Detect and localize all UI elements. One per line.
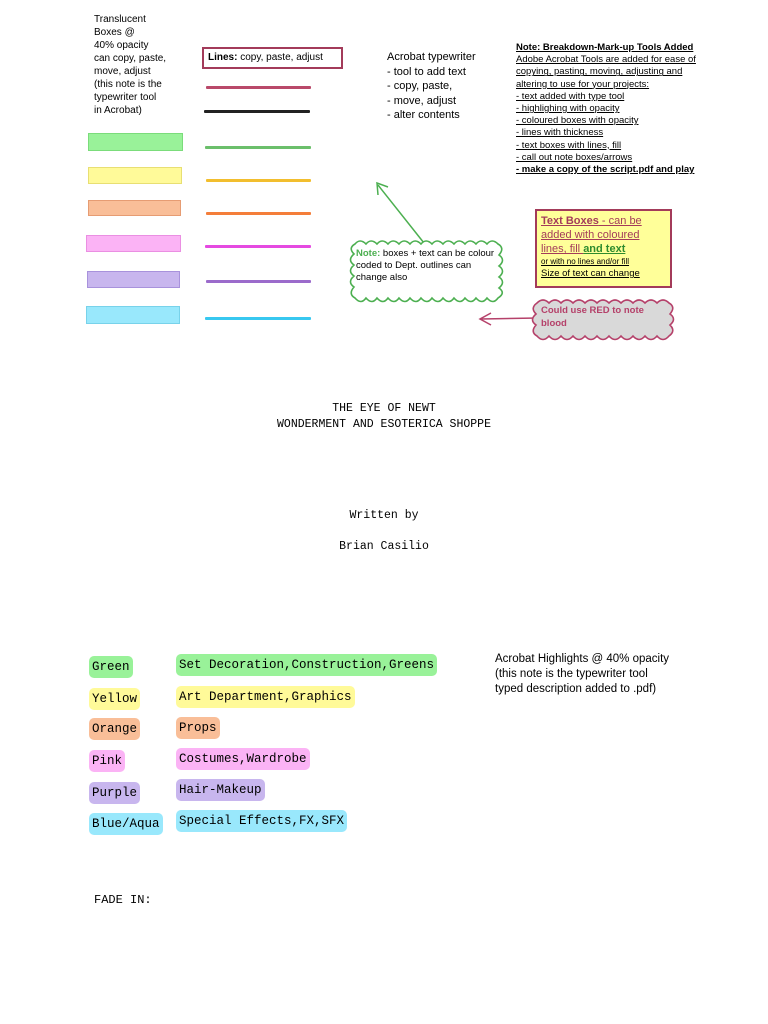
note-line: Translucent <box>94 14 146 25</box>
script-title-line2: WONDERMENT AND ESOTERICA SHOPPE <box>277 417 491 431</box>
note-line: can copy, paste, <box>94 53 167 64</box>
note-line: (this note is the typewriter tool <box>495 668 648 680</box>
breakdown-line: - lines with thickness <box>516 127 604 139</box>
fade-in: FADE IN: <box>94 893 152 907</box>
breakdown-line: - coloured boxes with opacity <box>516 115 639 127</box>
cloud-note-text: boxes + text can be colour coded to Dept. outlines can change also <box>356 248 495 283</box>
note-line: - copy, paste, <box>387 80 453 92</box>
breakdown-line: - text boxes with lines, fill <box>516 139 622 151</box>
note-line: 40% opacity <box>94 40 149 51</box>
text-boxes-title: Text Boxes <box>541 215 599 227</box>
text-boxes-small-line: or with no lines and/or fill <box>541 257 630 266</box>
text-boxes-desc: - can be added with coloured lines, fill <box>541 215 642 255</box>
highlights-note[interactable] <box>495 652 715 697</box>
breakdown-line: Adobe Acrobat Tools are added for ease of <box>516 54 696 66</box>
note-line: Boxes @ <box>94 27 135 38</box>
note-line: Acrobat typewriter <box>387 51 476 63</box>
breakdown-line: - call out note boxes/arrows <box>516 151 633 163</box>
legend-dept-green: Set Decoration,Construction,Greens <box>176 654 437 676</box>
legend-color-green: Green <box>89 656 133 678</box>
legend-dept-blue: Special Effects,FX,SFX <box>176 810 347 832</box>
text-boxes-and-text: and text <box>583 243 626 255</box>
legend-dept-pink: Costumes,Wardrobe <box>176 748 310 770</box>
note-line: in Acrobat) <box>94 105 142 116</box>
written-by: Written by <box>349 509 419 522</box>
red-note[interactable]: Could use RED to note blood <box>541 305 644 329</box>
legend-color-purple: Purple <box>89 782 140 804</box>
note-line: - alter contents <box>387 109 460 121</box>
breakdown-line: - text added with type tool <box>516 90 625 102</box>
breakdown-line: copying, pasting, moving, adjusting and <box>516 66 683 78</box>
script-title <box>0 401 768 432</box>
legend-dept-yellow: Art Department,Graphics <box>176 686 355 708</box>
lines-box-text: copy, paste, adjust <box>237 52 323 63</box>
script-title-line1: THE EYE OF NEWT <box>332 402 436 415</box>
legend-dept-orange: Props <box>176 717 220 739</box>
cloud-note-label: Note: <box>356 248 381 259</box>
note-line: typewriter tool <box>94 92 157 103</box>
legend-color-pink: Pink <box>89 750 125 772</box>
author: Brian Casilio <box>339 540 429 553</box>
breakdown-title: Note: Breakdown-Mark-up Tools Added <box>516 42 694 53</box>
note-line: - tool to add text <box>387 65 466 78</box>
text-boxes-size-line: Size of text can change <box>541 268 640 279</box>
lines-box-label: Lines: <box>208 52 238 63</box>
breakdown-line: altering to use for your projects: <box>516 78 650 90</box>
legend-dept-purple: Hair-Makeup <box>176 779 265 801</box>
breakdown-last-line: - make a copy of the script.pdf and play <box>516 164 695 176</box>
red-arrow-line <box>481 318 538 319</box>
cloud-note[interactable] <box>356 248 496 284</box>
legend-color-blue: Blue/Aqua <box>89 813 163 835</box>
legend-color-yellow: Yellow <box>89 688 140 710</box>
note-line: typed description added to .pdf) <box>495 683 657 695</box>
note-line: - move, adjust <box>387 94 457 107</box>
breakdown-line: - highlighing with opacity <box>516 103 620 115</box>
note-line: move, adjust <box>94 66 151 77</box>
note-line: (this note is the <box>94 79 162 90</box>
green-arrow-line <box>378 185 424 243</box>
note-line: Acrobat Highlights @ 40% opacity <box>495 653 670 665</box>
legend-color-orange: Orange <box>89 718 140 740</box>
